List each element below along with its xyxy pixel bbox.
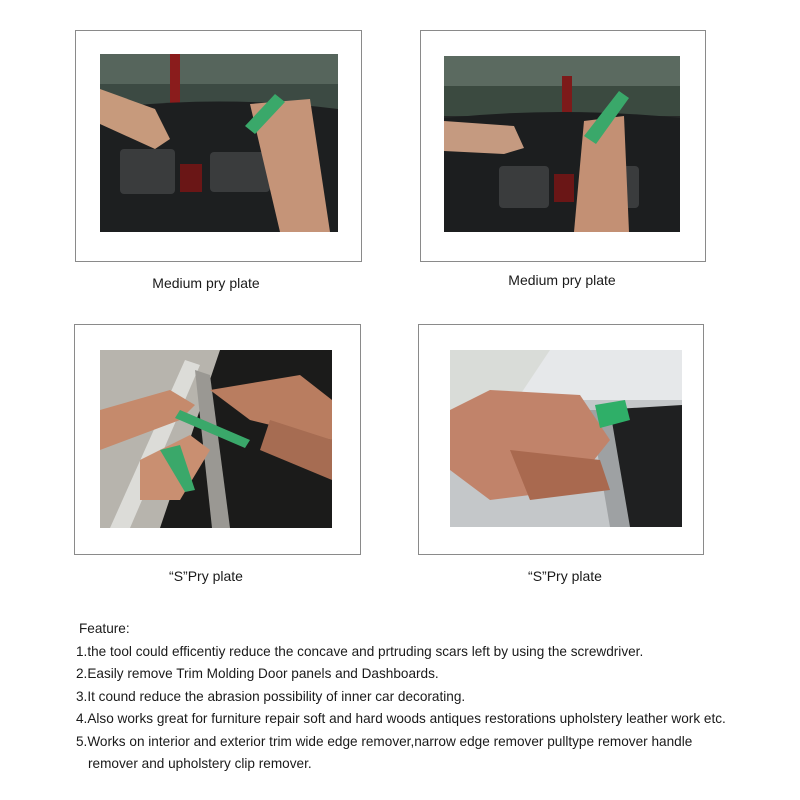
dashboard-vent-pry-tool-photo: [444, 56, 680, 232]
feature-item: 5.Works on interior and exterior trim wide edge remover,narrow edge remover pulltype remover handle: [76, 733, 693, 749]
feature-list: [76, 618, 776, 776]
feature-item: 4.Also works great for furniture repair soft and hard woods antiques restorations upholstery leather work etc.: [76, 711, 726, 726]
feature-item: 3.It cound reduce the abrasion possibility of inner car decorating.: [76, 688, 466, 704]
bumper-grille-pry-photo: [450, 350, 682, 527]
feature-heading: Feature:: [79, 621, 130, 636]
feature-item: 1.the tool could efficentiy reduce the concave and prtruding scars left by using the screwdriver.: [76, 643, 644, 659]
feature-item-continuation: remover and upholstery clip remover.: [88, 756, 312, 771]
panel-caption: Medium pry plate: [152, 275, 260, 291]
panel-caption: Medium pry plate: [508, 272, 616, 288]
panel-caption: “S”Pry plate: [169, 568, 243, 584]
trim-molding-pry-photo: [100, 350, 332, 528]
dashboard-pry-tool-photo: [100, 54, 338, 232]
panel-caption: “S”Pry plate: [528, 568, 602, 584]
feature-item: 2.Easily remove Trim Molding Door panels and Dashboards.: [76, 666, 439, 681]
